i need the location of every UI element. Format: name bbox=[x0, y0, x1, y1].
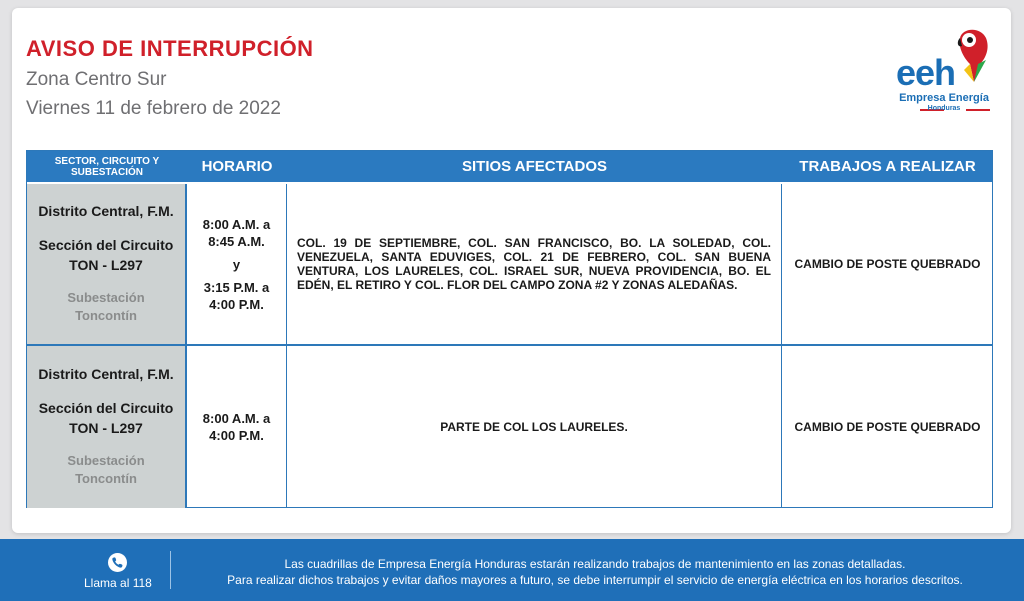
sitios-text: PARTE DE COL LOS LAURELES. bbox=[440, 420, 628, 434]
seccion-label: Sección del Circuito bbox=[38, 400, 174, 416]
header-sitios: SITIOS AFECTADOS bbox=[461, 158, 607, 175]
footer-message bbox=[180, 556, 1010, 588]
table-row bbox=[27, 346, 992, 508]
phone-label: Llama al 118 bbox=[84, 576, 152, 590]
horario-and: y bbox=[232, 256, 241, 272]
logo-company-name: Empresa Energía bbox=[899, 92, 989, 104]
date-label: Viernes 11 de febrero de 2022 bbox=[26, 98, 281, 119]
sector-cell bbox=[27, 346, 187, 508]
seccion-label: Sección del Circuito bbox=[38, 237, 174, 253]
notice-title: AVISO DE INTERRUPCIÓN bbox=[26, 36, 314, 61]
circuito-label: TON - L297 bbox=[69, 420, 143, 436]
header-trabajos: TRABAJOS A REALIZAR bbox=[799, 158, 976, 175]
sector-cell bbox=[27, 184, 187, 344]
horario-cell bbox=[187, 184, 287, 344]
horario-line: 4:00 P.M. bbox=[209, 296, 264, 312]
sitios-cell bbox=[287, 184, 782, 344]
horario-cell bbox=[187, 346, 287, 508]
sitios-text: COL. 19 DE SEPTIEMBRE, COL. SAN FRANCISCO, BO. LA SOLEDAD, COL. VENEZUELA, SANTA EDUVIGES, COL. 21 DE FEBRERO, COL. SAN BUENA VENTURA, LOS LAURELES, COL. ISRAEL SUR, NUEVA PROVIDENCIA, BO. EL EDÉN, EL RETIRO Y COL. FLOR DEL CAMPO ZONA #2 Y ZONAS ALEDAÑAS. bbox=[297, 236, 771, 292]
circuito-label: TON - L297 bbox=[69, 257, 143, 273]
header-horario: HORARIO bbox=[201, 158, 273, 175]
horario-line: 8:00 A.M. a bbox=[202, 216, 271, 232]
trabajos-text: CAMBIO DE POSTE QUEBRADO bbox=[794, 420, 981, 434]
subestacion-name: Toncontín bbox=[75, 471, 137, 486]
trabajos-text: CAMBIO DE POSTE QUEBRADO bbox=[794, 257, 981, 271]
eeh-logo bbox=[892, 22, 1002, 117]
interruption-table bbox=[26, 150, 993, 508]
subestacion-label: Subestación bbox=[67, 290, 145, 305]
footer-line: Las cuadrillas de Empresa Energía Honduras estarán realizando trabajos de mantenimiento en las zonas detalladas. bbox=[284, 557, 906, 571]
distrito-label: Distrito Central, F.M. bbox=[38, 203, 174, 219]
horario-line: 8:45 A.M. bbox=[208, 233, 265, 249]
trabajos-cell bbox=[782, 346, 993, 508]
horario-line: 4:00 P.M. bbox=[209, 428, 264, 443]
distrito-label: Distrito Central, F.M. bbox=[38, 366, 174, 382]
horario-line: 8:00 A.M. a bbox=[202, 411, 271, 426]
footer-line: Para realizar dichos trabajos y evitar daños mayores a futuro, se debe interrumpir el servicio de energía eléctrica en los horarios descritos. bbox=[227, 573, 963, 587]
footer-divider bbox=[170, 551, 171, 589]
zone-label: Zona Centro Sur bbox=[26, 69, 167, 90]
phone-icon bbox=[108, 553, 127, 572]
logo-divider-right bbox=[966, 109, 990, 111]
logo-text: eeh bbox=[896, 52, 956, 93]
footer-bar bbox=[0, 539, 1024, 601]
sitios-cell bbox=[287, 346, 782, 508]
table-row bbox=[27, 184, 992, 344]
table-header bbox=[27, 151, 992, 182]
header-sector: SECTOR, CIRCUITO Y SUBESTACIÓN bbox=[54, 155, 160, 178]
trabajos-cell bbox=[782, 184, 993, 344]
horario-line: 3:15 P.M. a bbox=[203, 279, 270, 295]
logo-country: Honduras bbox=[927, 105, 961, 112]
subestacion-label: Subestación bbox=[67, 453, 145, 468]
parrot-logo-icon bbox=[952, 24, 992, 84]
subestacion-name: Toncontín bbox=[75, 308, 137, 323]
